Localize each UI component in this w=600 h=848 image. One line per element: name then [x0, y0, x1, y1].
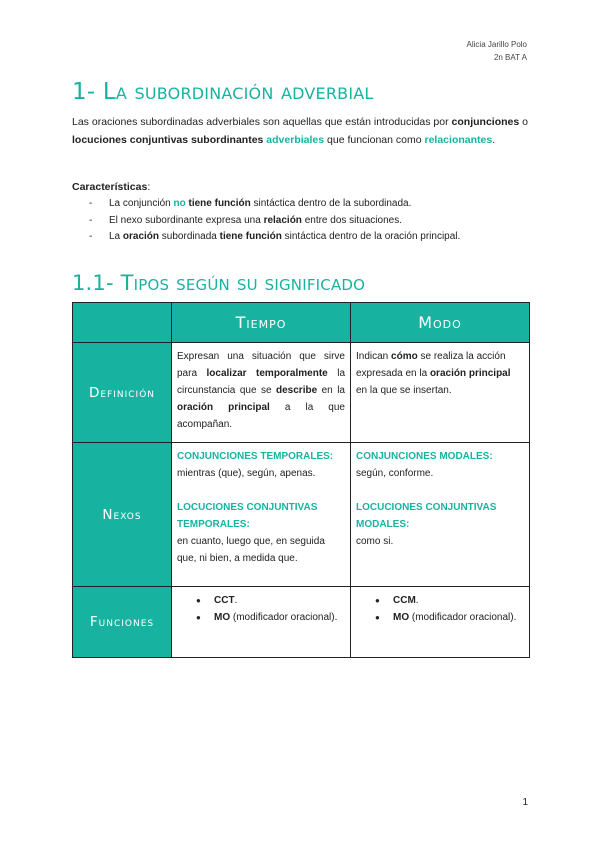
text-run: o: [519, 116, 528, 128]
text-run: subordinada: [159, 231, 220, 242]
text-run: a la que acompañan.: [177, 402, 345, 430]
intro-paragraph: [72, 113, 528, 149]
emphasis-text: no: [173, 198, 186, 209]
list-item: [356, 609, 524, 626]
feature-item: [72, 213, 528, 230]
emphasis-text: tiene función: [219, 231, 282, 242]
text-run: La: [109, 231, 123, 242]
features-colon: :: [147, 181, 151, 193]
emphasis-text: locuciones conjuntivas subordinantes: [72, 134, 264, 146]
column-header-tiempo: Tiempo: [172, 303, 351, 343]
text-run: que funcionan como: [324, 134, 425, 146]
emphasis-text: cómo: [391, 351, 418, 362]
row-header-nexos: Nexos: [73, 443, 172, 587]
emphasis-text: tiene función: [188, 198, 251, 209]
nexos-modo-loc-title: LOCUCIONES CONJUNTIVAS MODALES:: [356, 502, 497, 530]
table-row: [73, 587, 530, 658]
feature-item: [72, 196, 528, 213]
section-title: 1- La subordinación adverbial: [72, 79, 374, 105]
nexos-modo-conj-title: CONJUNCIONES MODALES:: [356, 451, 493, 462]
emphasis-text: adverbiales: [266, 134, 325, 146]
subsection-title: 1.1- Tipos según su significado: [72, 271, 366, 295]
text-run: Expresan una situación que sirve para: [177, 351, 345, 379]
emphasis-text: oración: [122, 231, 160, 242]
funciones-tiempo-cell: [172, 587, 351, 658]
feature-item: [72, 229, 528, 246]
emphasis-text: oración principal: [429, 368, 511, 379]
emphasis-text: relacionantes: [424, 134, 493, 146]
column-header-modo: Modo: [351, 303, 530, 343]
text-run: en la que se insertan.: [356, 385, 452, 396]
emphasis-text: conjunciones: [451, 116, 520, 128]
text-run: sintáctica dentro de la oración principal.: [281, 231, 461, 242]
nexos-modo-conj-list: según, conforme.: [356, 468, 434, 479]
features-heading: [72, 181, 150, 193]
table-header-row: [73, 303, 530, 343]
text-run: .: [415, 595, 419, 606]
funciones-tiempo-list: [177, 592, 345, 626]
funciones-modo-cell: [351, 587, 530, 658]
text-run: (modificador oracional).: [409, 612, 517, 623]
emphasis-text: CCT: [214, 595, 235, 606]
page-number: 1: [522, 797, 528, 808]
nexos-tiempo-conj-title: CONJUNCIONES TEMPORALES:: [177, 451, 334, 462]
types-table: [72, 302, 530, 658]
row-header-definicion: Definición: [73, 343, 172, 443]
emphasis-text: relación: [263, 214, 302, 226]
emphasis-text: CCM: [393, 595, 416, 606]
emphasis-text: describe: [276, 385, 318, 396]
funciones-modo-list: [356, 592, 524, 626]
text-run: entre dos situaciones.: [301, 214, 402, 226]
nexos-tiempo-loc-list: en cuanto, luego que, en seguida que, ni bien, a medida que.: [177, 536, 325, 564]
nexos-tiempo-loc-title: LOCUCIONES CONJUNTIVAS TEMPORALES:: [177, 502, 318, 530]
emphasis-text: MO: [393, 612, 410, 623]
text-run: Las oraciones subordinadas adverbiales son aquellas que están introducidas por: [72, 116, 452, 128]
emphasis-text: oración principal: [177, 402, 270, 413]
text-run: en la: [317, 385, 345, 396]
text-run: El nexo subordinante expresa una: [109, 214, 264, 226]
text-run: (modificador oracional).: [230, 612, 338, 623]
text-run: sintáctica dentro de la subordinada.: [250, 198, 412, 209]
features-title: Características: [72, 181, 148, 193]
text-run: .: [492, 134, 496, 146]
text-run: la circunstancia que se: [177, 368, 345, 396]
definicion-tiempo-cell: [172, 343, 351, 443]
emphasis-text: MO: [214, 612, 231, 623]
nexos-tiempo-cell: [172, 443, 351, 587]
author-name: Alicia Jarillo Polo: [466, 40, 527, 49]
emphasis-text: localizar temporalmente: [206, 368, 328, 379]
list-item: [177, 609, 345, 626]
nexos-modo-cell: [351, 443, 530, 587]
nexos-tiempo-conj-list: mientras (que), según, apenas.: [177, 468, 316, 479]
nexos-modo-loc-list: como si.: [356, 536, 394, 547]
list-item: [177, 592, 345, 609]
table-row: [73, 343, 530, 443]
text-run: La conjunción: [109, 198, 174, 209]
features-list: [72, 196, 528, 246]
text-run: Indican: [356, 351, 392, 362]
page-header: [467, 38, 527, 64]
course-name: 2n BAT A: [493, 53, 527, 62]
list-item: [356, 592, 524, 609]
text-run: .: [234, 595, 238, 606]
definicion-modo-cell: [351, 343, 530, 443]
row-header-funciones: Funciones: [73, 587, 172, 658]
corner-cell: [73, 303, 172, 343]
table-row: [73, 443, 530, 587]
text-run: se realiza la acción expresada en la: [356, 351, 506, 379]
